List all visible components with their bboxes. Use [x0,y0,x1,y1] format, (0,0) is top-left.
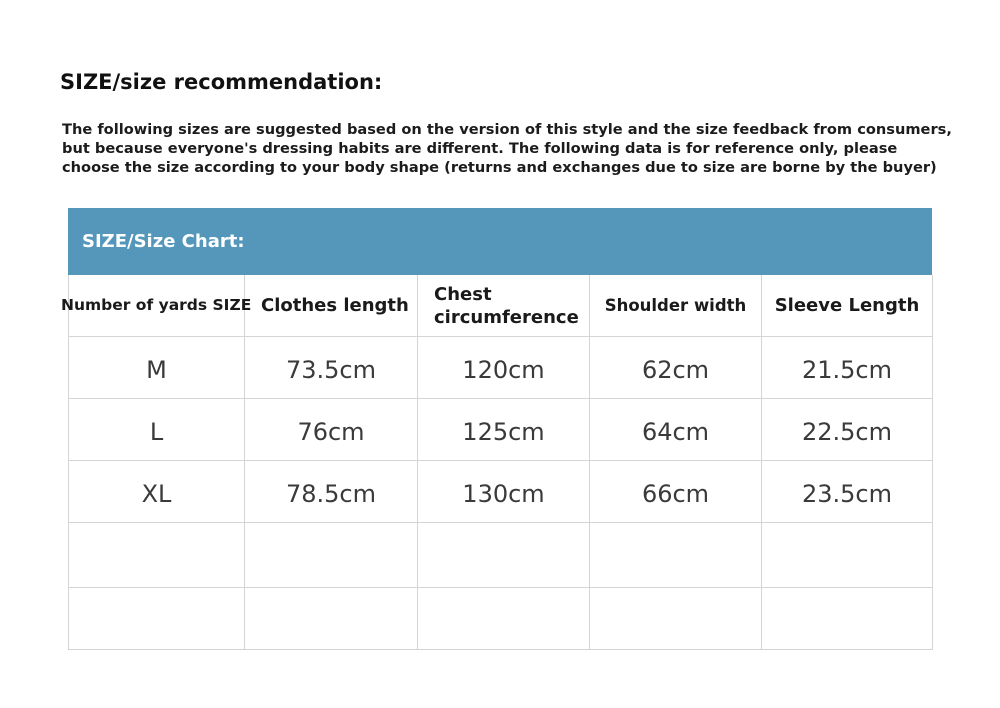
size-chart-banner: SIZE/Size Chart: [68,208,932,275]
intro-line: but because everyone's dressing habits are different. The following data is for reference only, please [62,140,898,157]
shoulder-width-cell: 66cm [590,461,762,523]
sleeve-length-cell: 22.5cm [762,399,933,461]
chest-circumference-cell: 130cm [418,461,590,523]
table-row [68,337,932,399]
empty-cell [590,588,762,650]
empty-cell [418,588,590,650]
size-label-cell: M [69,337,245,399]
clothes-length-cell: 76cm [245,399,418,461]
empty-table-row [68,523,932,588]
column-header-sleeve-length: Sleeve Length [762,275,933,337]
intro-line: choose the size according to your body shape (returns and exchanges due to size are borne by the buyer) [62,159,937,176]
clothes-length-cell: 73.5cm [245,337,418,399]
empty-cell [245,523,418,588]
shoulder-width-cell: 64cm [590,399,762,461]
clothes-length-cell: 78.5cm [245,461,418,523]
table-row [68,461,932,523]
empty-cell [418,523,590,588]
empty-cell [69,523,245,588]
size-chart-header-row [61,275,932,337]
empty-cell [762,588,933,650]
empty-table-row [68,588,932,650]
size-chart-table [61,208,932,650]
sleeve-length-cell: 23.5cm [762,461,933,523]
sleeve-length-cell: 21.5cm [762,337,933,399]
intro-line: The following sizes are suggested based on the version of this style and the size feedback from consumers, [62,121,952,138]
page-title: SIZE/size recommendation: [60,70,383,94]
size-label-cell: XL [69,461,245,523]
table-row [68,399,932,461]
column-header-clothes-length: Clothes length [245,275,418,337]
column-header-chest-circumference: Chest circumference [418,275,590,337]
empty-cell [69,588,245,650]
empty-cell [245,588,418,650]
empty-cell [590,523,762,588]
intro-paragraph [62,120,952,177]
size-label-cell: L [69,399,245,461]
column-header-shoulder-width: Shoulder width [590,275,762,337]
shoulder-width-cell: 62cm [590,337,762,399]
column-header-size: Number of yards SIZE [69,275,245,337]
empty-cell [762,523,933,588]
chest-circumference-cell: 125cm [418,399,590,461]
chest-circumference-cell: 120cm [418,337,590,399]
